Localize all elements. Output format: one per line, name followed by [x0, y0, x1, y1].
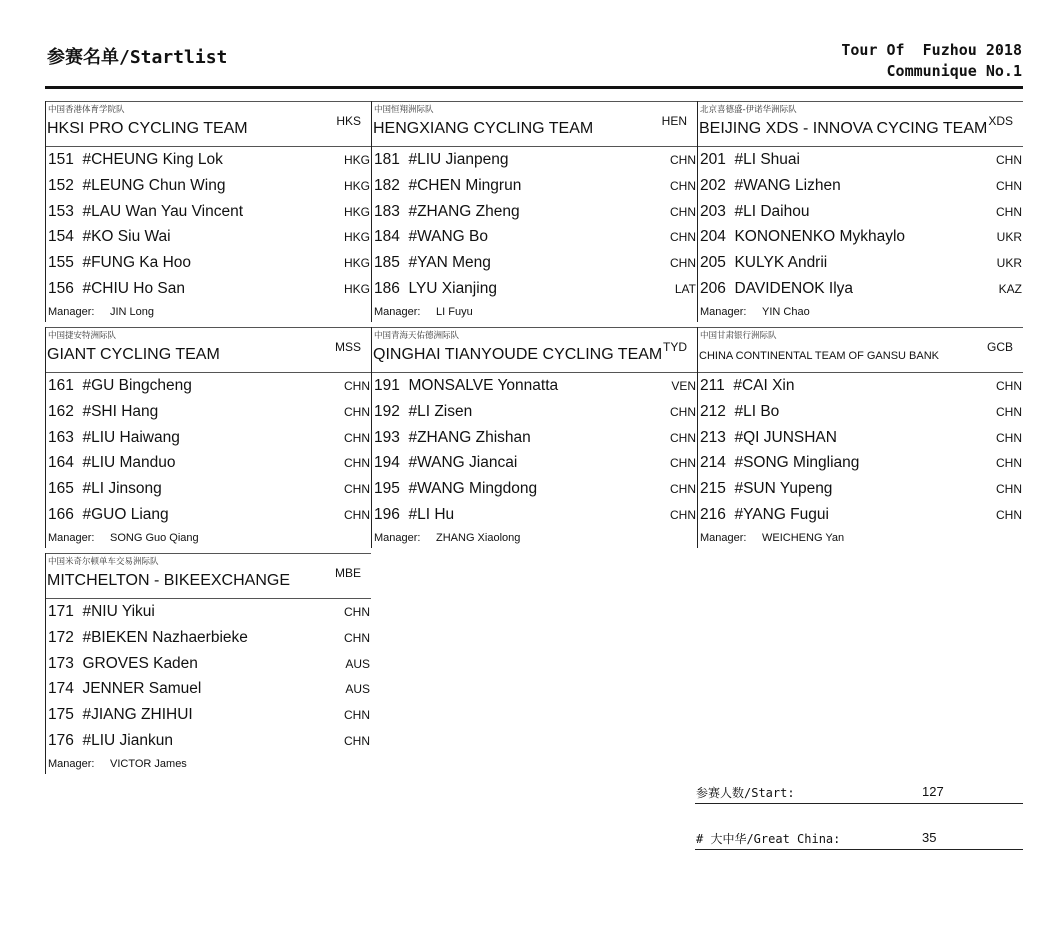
rider-row: [372, 476, 697, 502]
team-header: [372, 327, 697, 373]
rider-name: 151 #CHEUNG King Lok: [48, 151, 223, 168]
rider-row: [698, 450, 1023, 476]
rider-nationality: AUS: [345, 656, 370, 671]
rider-row: [46, 476, 371, 502]
rider-name: 182 #CHEN Mingrun: [374, 176, 522, 194]
rider-name: 202 #WANG Lizhen: [700, 176, 841, 194]
rider-name: 171 #NIU Yikui: [48, 603, 155, 620]
manager-label: Manager:: [48, 757, 95, 770]
manager-label: Manager:: [700, 531, 747, 544]
rider-nationality: HKG: [343, 204, 370, 219]
rider-nationality: CHN: [344, 708, 370, 723]
rider-nationality: CHN: [996, 456, 1022, 471]
rider-name: 166 #GUO Liang: [48, 505, 169, 523]
rider-name: 154 #KO Siu Wai: [48, 228, 171, 246]
team-name: MITCHELTON - BIKEEXCHANGE: [47, 572, 290, 589]
rider-name: 203 #LI Daihou: [700, 202, 810, 220]
team-box: [45, 553, 371, 774]
rider-row: [698, 276, 1023, 302]
rider-row: [698, 373, 1023, 399]
rider-row: [46, 250, 371, 276]
team-name: GIANT CYCLING TEAM: [47, 346, 220, 363]
rider-row: [698, 425, 1023, 451]
rider-name: 163 #LIU Haiwang: [48, 428, 180, 446]
team-chinese-name: 中国恒翔洲际队: [374, 105, 434, 115]
rider-name: 193 #ZHANG Zhishan: [374, 428, 531, 446]
team-box: [371, 327, 697, 548]
rider-name: 153 #LAU Wan Yau Vincent: [48, 202, 244, 220]
rider-row: [46, 625, 371, 651]
rider-name: 175 #JIANG ZHIHUI: [48, 706, 193, 724]
rider-name: 201 #LI Shuai: [700, 151, 800, 168]
rider-row: [698, 147, 1023, 173]
team-header: [372, 101, 697, 147]
stat-label: # 大中华/Great China:: [696, 832, 841, 846]
rider-name: 181 #LIU Jianpeng: [374, 151, 509, 168]
team-box: [697, 101, 1023, 322]
team-manager: [46, 754, 371, 774]
rider-row: [698, 502, 1023, 528]
rider-name: 192 #LI Zisen: [374, 402, 473, 420]
team-code: GCB: [986, 340, 1013, 354]
team-box: [45, 101, 371, 322]
team-code: MBE: [334, 566, 361, 580]
team-block: [45, 327, 371, 548]
rider-row: [372, 250, 697, 276]
team-header: [46, 101, 371, 147]
rider-name: 184 #WANG Bo: [374, 228, 489, 246]
rider-row: [46, 599, 371, 625]
rider-name: 205 KULYK Andrii: [700, 254, 828, 272]
rider-name: 161 #GU Bingcheng: [48, 377, 192, 394]
team-block: [45, 101, 371, 322]
team-code: HKS: [336, 114, 361, 128]
stat-value: 35: [922, 830, 937, 845]
team-name: HENGXIANG CYCLING TEAM: [373, 120, 594, 137]
rider-nationality: UKR: [996, 230, 1022, 245]
rider-nationality: HKG: [343, 153, 370, 167]
rider-nationality: CHN: [670, 204, 696, 219]
manager-label: Manager:: [374, 305, 421, 318]
manager-label: Manager:: [48, 531, 95, 544]
team-chinese-name: 中国青海天佑德洲际队: [374, 331, 460, 341]
rider-row: [372, 399, 697, 425]
rider-nationality: CHN: [996, 507, 1022, 522]
rider-nationality: CHN: [996, 482, 1022, 497]
rider-row: [46, 702, 371, 728]
rider-row: [46, 425, 371, 451]
manager-name: YIN Chao: [762, 305, 810, 318]
rider-nationality: CHN: [344, 630, 370, 645]
rider-row: [698, 173, 1023, 199]
team-name: CHINA CONTINENTAL TEAM OF GANSU BANK: [699, 350, 939, 362]
rider-name: 185 #YAN Meng: [374, 254, 491, 272]
rider-row: [372, 199, 697, 225]
rider-row: [698, 199, 1023, 225]
rider-row: [372, 502, 697, 528]
rider-row: [46, 173, 371, 199]
team-header: [46, 553, 371, 599]
rider-name: 183 #ZHANG Zheng: [374, 202, 520, 220]
rider-name: 155 #FUNG Ka Hoo: [48, 254, 192, 272]
rider-name: 186 LYU Xianjing: [374, 279, 497, 297]
rider-nationality: LAT: [674, 281, 696, 296]
rider-nationality: CHN: [344, 379, 370, 393]
team-block: [371, 101, 697, 322]
rider-nationality: CHN: [670, 404, 696, 419]
rider-row: [46, 199, 371, 225]
manager-name: VICTOR James: [110, 757, 187, 770]
rider-row: [698, 250, 1023, 276]
rider-row: [46, 276, 371, 302]
communique-number: Communique No.1: [886, 62, 1022, 80]
rider-nationality: HKG: [343, 178, 370, 193]
rider-nationality: CHN: [670, 456, 696, 471]
rider-name: 176 #LIU Jiankun: [48, 731, 173, 749]
team-chinese-name: 中国甘肃银行洲际队: [700, 331, 777, 341]
rider-row: [46, 502, 371, 528]
rider-row: [46, 147, 371, 173]
header-divider: [45, 86, 1023, 89]
manager-name: LI Fuyu: [436, 305, 473, 318]
rider-row: [46, 676, 371, 702]
stat-label: 参赛人数/Start:: [696, 786, 795, 800]
manager-name: SONG Guo Qiang: [110, 531, 199, 544]
rider-nationality: CHN: [996, 153, 1022, 167]
team-code: XDS: [988, 114, 1013, 128]
rider-row: [46, 651, 371, 677]
rider-nationality: CHN: [344, 456, 370, 471]
rider-nationality: CHN: [344, 605, 370, 619]
rider-nationality: CHN: [670, 230, 696, 245]
rider-name: 194 #WANG Jiancai: [374, 454, 518, 472]
rider-row: [698, 399, 1023, 425]
rider-row: [372, 373, 697, 399]
manager-label: Manager:: [48, 305, 95, 318]
rider-row: [372, 450, 697, 476]
rider-nationality: CHN: [670, 178, 696, 193]
rider-name: 213 #QI JUNSHAN: [700, 428, 837, 446]
team-header: [46, 327, 371, 373]
team-header: [698, 101, 1023, 147]
team-manager: [46, 528, 371, 548]
rider-nationality: HKG: [343, 256, 370, 271]
rider-row: [372, 147, 697, 173]
manager-name: WEICHENG Yan: [762, 531, 845, 544]
team-chinese-name: 中国米奇尔顿单车交易洲际队: [48, 557, 159, 567]
rider-name: 216 #YANG Fugui: [700, 505, 829, 523]
rider-name: 152 #LEUNG Chun Wing: [48, 176, 226, 194]
page-title: 参赛名单/Startlist: [47, 47, 228, 68]
rider-row: [46, 450, 371, 476]
team-manager: [46, 302, 371, 322]
rider-nationality: CHN: [344, 482, 370, 497]
header-info: [841, 40, 1022, 82]
rider-name: 174 JENNER Samuel: [48, 680, 202, 698]
rider-row: [372, 425, 697, 451]
rider-row: [698, 476, 1023, 502]
team-chinese-name: 中国捷安特洲际队: [48, 331, 117, 341]
rider-name: 211 #CAI Xin: [700, 377, 795, 394]
team-manager: [372, 302, 697, 322]
team-header: [698, 327, 1023, 373]
manager-label: Manager:: [700, 305, 747, 318]
rider-nationality: HKG: [343, 281, 370, 296]
team-block: [371, 327, 697, 548]
rider-nationality: CHN: [996, 204, 1022, 219]
team-code: HEN: [661, 114, 687, 128]
rider-row: [698, 224, 1023, 250]
rider-name: 156 #CHIU Ho San: [48, 279, 185, 297]
team-chinese-name: 北京喜德盛-伊诺华洲际队: [700, 105, 797, 115]
rider-nationality: CHN: [996, 404, 1022, 419]
rider-nationality: CHN: [996, 178, 1022, 193]
team-manager: [372, 528, 697, 548]
event-name: Tour Of Fuzhou 2018: [841, 41, 1022, 59]
team-block: [697, 327, 1023, 548]
rider-nationality: HKG: [343, 230, 370, 245]
manager-label: Manager:: [374, 531, 421, 544]
rider-nationality: CHN: [670, 482, 696, 497]
team-manager: [698, 302, 1023, 322]
rider-nationality: UKR: [996, 256, 1022, 271]
team-box: [697, 327, 1023, 548]
rider-nationality: KAZ: [998, 281, 1022, 296]
team-code: MSS: [334, 340, 361, 354]
rider-name: 195 #WANG Mingdong: [374, 480, 538, 498]
rider-name: 165 #LI Jinsong: [48, 480, 162, 498]
team-manager: [698, 528, 1023, 548]
rider-nationality: CHN: [670, 507, 696, 522]
rider-name: 191 MONSALVE Yonnatta: [374, 377, 559, 394]
team-name: BEIJING XDS - INNOVA CYCING TEAM: [699, 120, 988, 137]
rider-name: 214 #SONG Mingliang: [700, 454, 860, 472]
rider-name: 196 #LI Hu: [374, 505, 455, 523]
rider-name: 162 #SHI Hang: [48, 402, 159, 420]
rider-name: 215 #SUN Yupeng: [700, 480, 833, 498]
team-block: [697, 101, 1023, 322]
rider-row: [46, 399, 371, 425]
rider-name: 206 DAVIDENOK Ilya: [700, 279, 854, 297]
manager-name: ZHANG Xiaolong: [436, 531, 521, 544]
rider-row: [46, 373, 371, 399]
rider-name: 172 #BIEKEN Nazhaerbieke: [48, 628, 248, 646]
rider-nationality: CHN: [344, 733, 370, 748]
rider-row: [46, 728, 371, 754]
team-code: TYD: [663, 340, 687, 354]
rider-nationality: CHN: [344, 507, 370, 522]
rider-nationality: CHN: [670, 430, 696, 445]
rider-nationality: CHN: [670, 153, 696, 167]
team-box: [45, 327, 371, 548]
rider-row: [372, 224, 697, 250]
team-box: [371, 101, 697, 322]
team-name: HKSI PRO CYCLING TEAM: [47, 120, 248, 137]
team-chinese-name: 中国香港体育学院队: [48, 105, 125, 115]
rider-nationality: CHN: [996, 430, 1022, 445]
rider-row: [372, 276, 697, 302]
stat-start: [695, 781, 1023, 804]
team-name: QINGHAI TIANYOUDE CYCLING TEAM: [373, 346, 663, 363]
rider-row: [372, 173, 697, 199]
team-block: [45, 553, 371, 774]
rider-name: 164 #LIU Manduo: [48, 454, 176, 472]
manager-name: JIN Long: [110, 305, 155, 318]
rider-name: 173 GROVES Kaden: [48, 654, 198, 672]
rider-name: 204 KONONENKO Mykhaylo: [700, 228, 906, 246]
rider-nationality: VEN: [671, 379, 696, 393]
rider-nationality: CHN: [344, 404, 370, 419]
rider-nationality: AUS: [345, 682, 370, 697]
rider-row: [46, 224, 371, 250]
rider-nationality: CHN: [996, 379, 1022, 393]
rider-nationality: CHN: [670, 256, 696, 271]
rider-nationality: CHN: [344, 430, 370, 445]
rider-name: 212 #LI Bo: [700, 402, 780, 420]
stat-value: 127: [922, 784, 944, 799]
stat-great-china: [695, 827, 1023, 850]
